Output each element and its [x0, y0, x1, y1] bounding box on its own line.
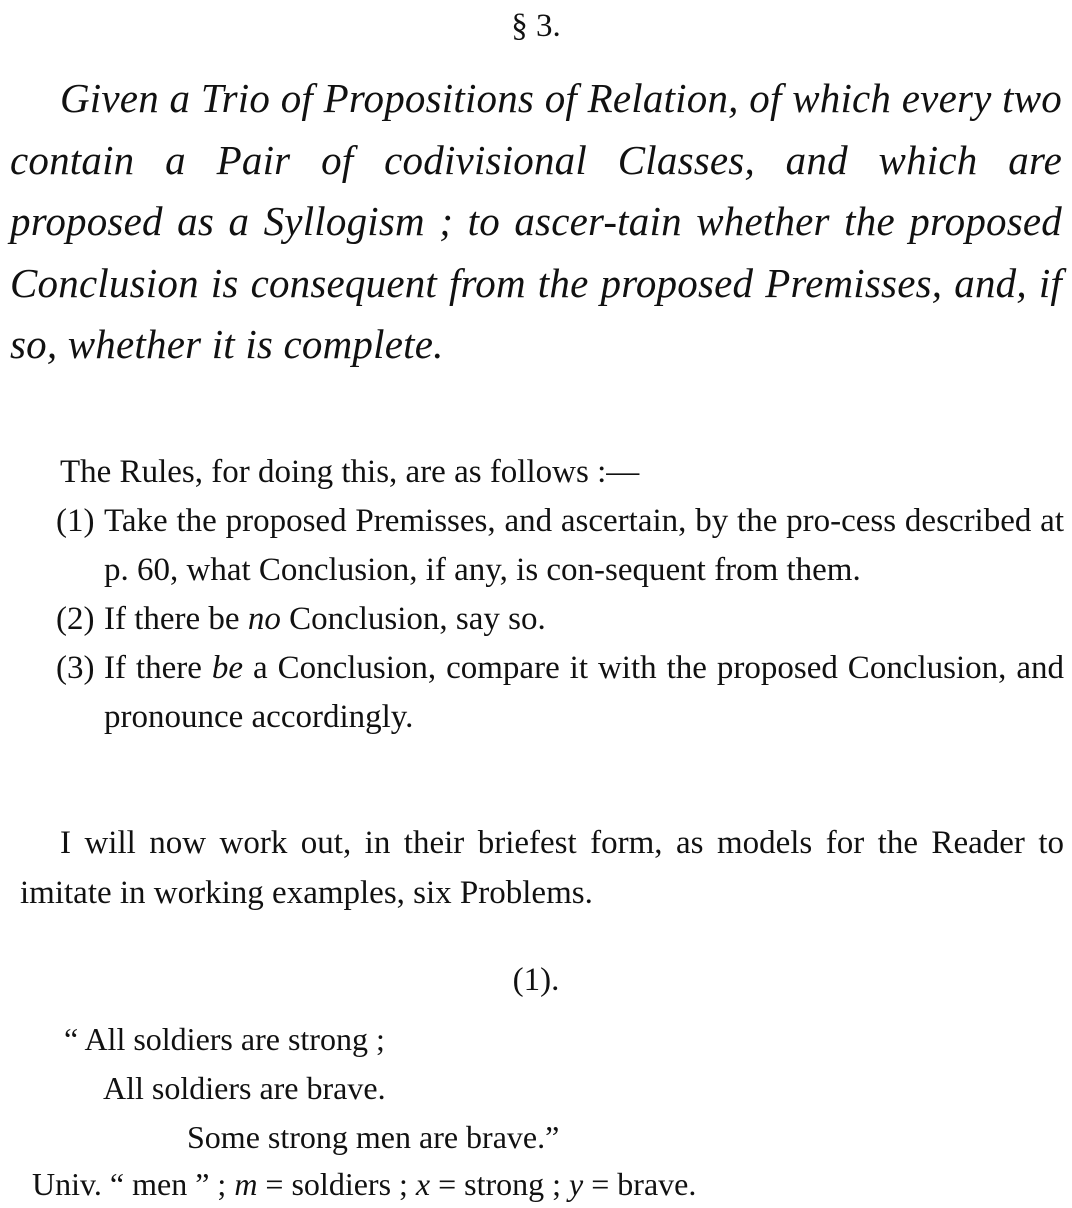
m-symbol: m	[234, 1166, 258, 1202]
rule-2	[20, 595, 1064, 644]
premiss-1: “ All soldiers are strong ;	[64, 1021, 385, 1057]
rule-text	[104, 650, 1064, 735]
rule-number: (3)	[56, 650, 95, 686]
proposed-conclusion: Some strong men are brave.”	[187, 1119, 560, 1155]
problem-number: (1).	[512, 962, 560, 998]
rules-block	[20, 448, 1064, 742]
rule-text-before: If there	[104, 650, 212, 686]
intro-paragraph: I will now work out, in their briefest form, as models for the Reader to imitate in working examples, six Problems.	[20, 825, 1064, 911]
rule-number: (2)	[56, 601, 95, 637]
rule-text: Take the proposed Premisses, and ascertain, by the pro-cess described at p. 60, what Conclusion, if any, is con-sequent from them.	[104, 503, 1064, 588]
rule-text-before: If there be	[104, 601, 248, 637]
theorem-statement: Given a Trio of Propositions of Relation, of which every two contain a Pair of codivisional Classes, and which are proposed as a Syllogism ; to ascer-tain whether the proposed Conclusion is consequent from the proposed Premisses, and, if so, whether it is complete.	[10, 75, 1062, 367]
rule-1	[20, 497, 1064, 595]
rule-number: (1)	[56, 503, 95, 539]
rule-text-after: Conclusion, say so.	[280, 601, 546, 637]
x-symbol: x	[415, 1166, 431, 1202]
y-value: = brave.	[583, 1166, 697, 1202]
rule-emphasis: no	[247, 601, 281, 637]
premiss-2: All soldiers are brave.	[103, 1070, 386, 1106]
rule-text	[104, 601, 546, 637]
rule-text-after: a Conclusion, compare it with the proposed Conclusion, and pronounce accordingly.	[104, 650, 1064, 735]
rule-emphasis: be	[211, 650, 244, 686]
m-value: = soldiers ;	[257, 1166, 416, 1202]
y-symbol: y	[569, 1166, 584, 1202]
rule-3	[20, 644, 1064, 742]
rules-intro: The Rules, for doing this, are as follows :—	[60, 454, 640, 490]
universe-definition	[32, 1162, 696, 1206]
x-value: = strong ;	[430, 1166, 570, 1202]
universe-label: Univ. “ men ” ;	[32, 1166, 235, 1202]
section-heading: § 3.	[511, 8, 561, 44]
